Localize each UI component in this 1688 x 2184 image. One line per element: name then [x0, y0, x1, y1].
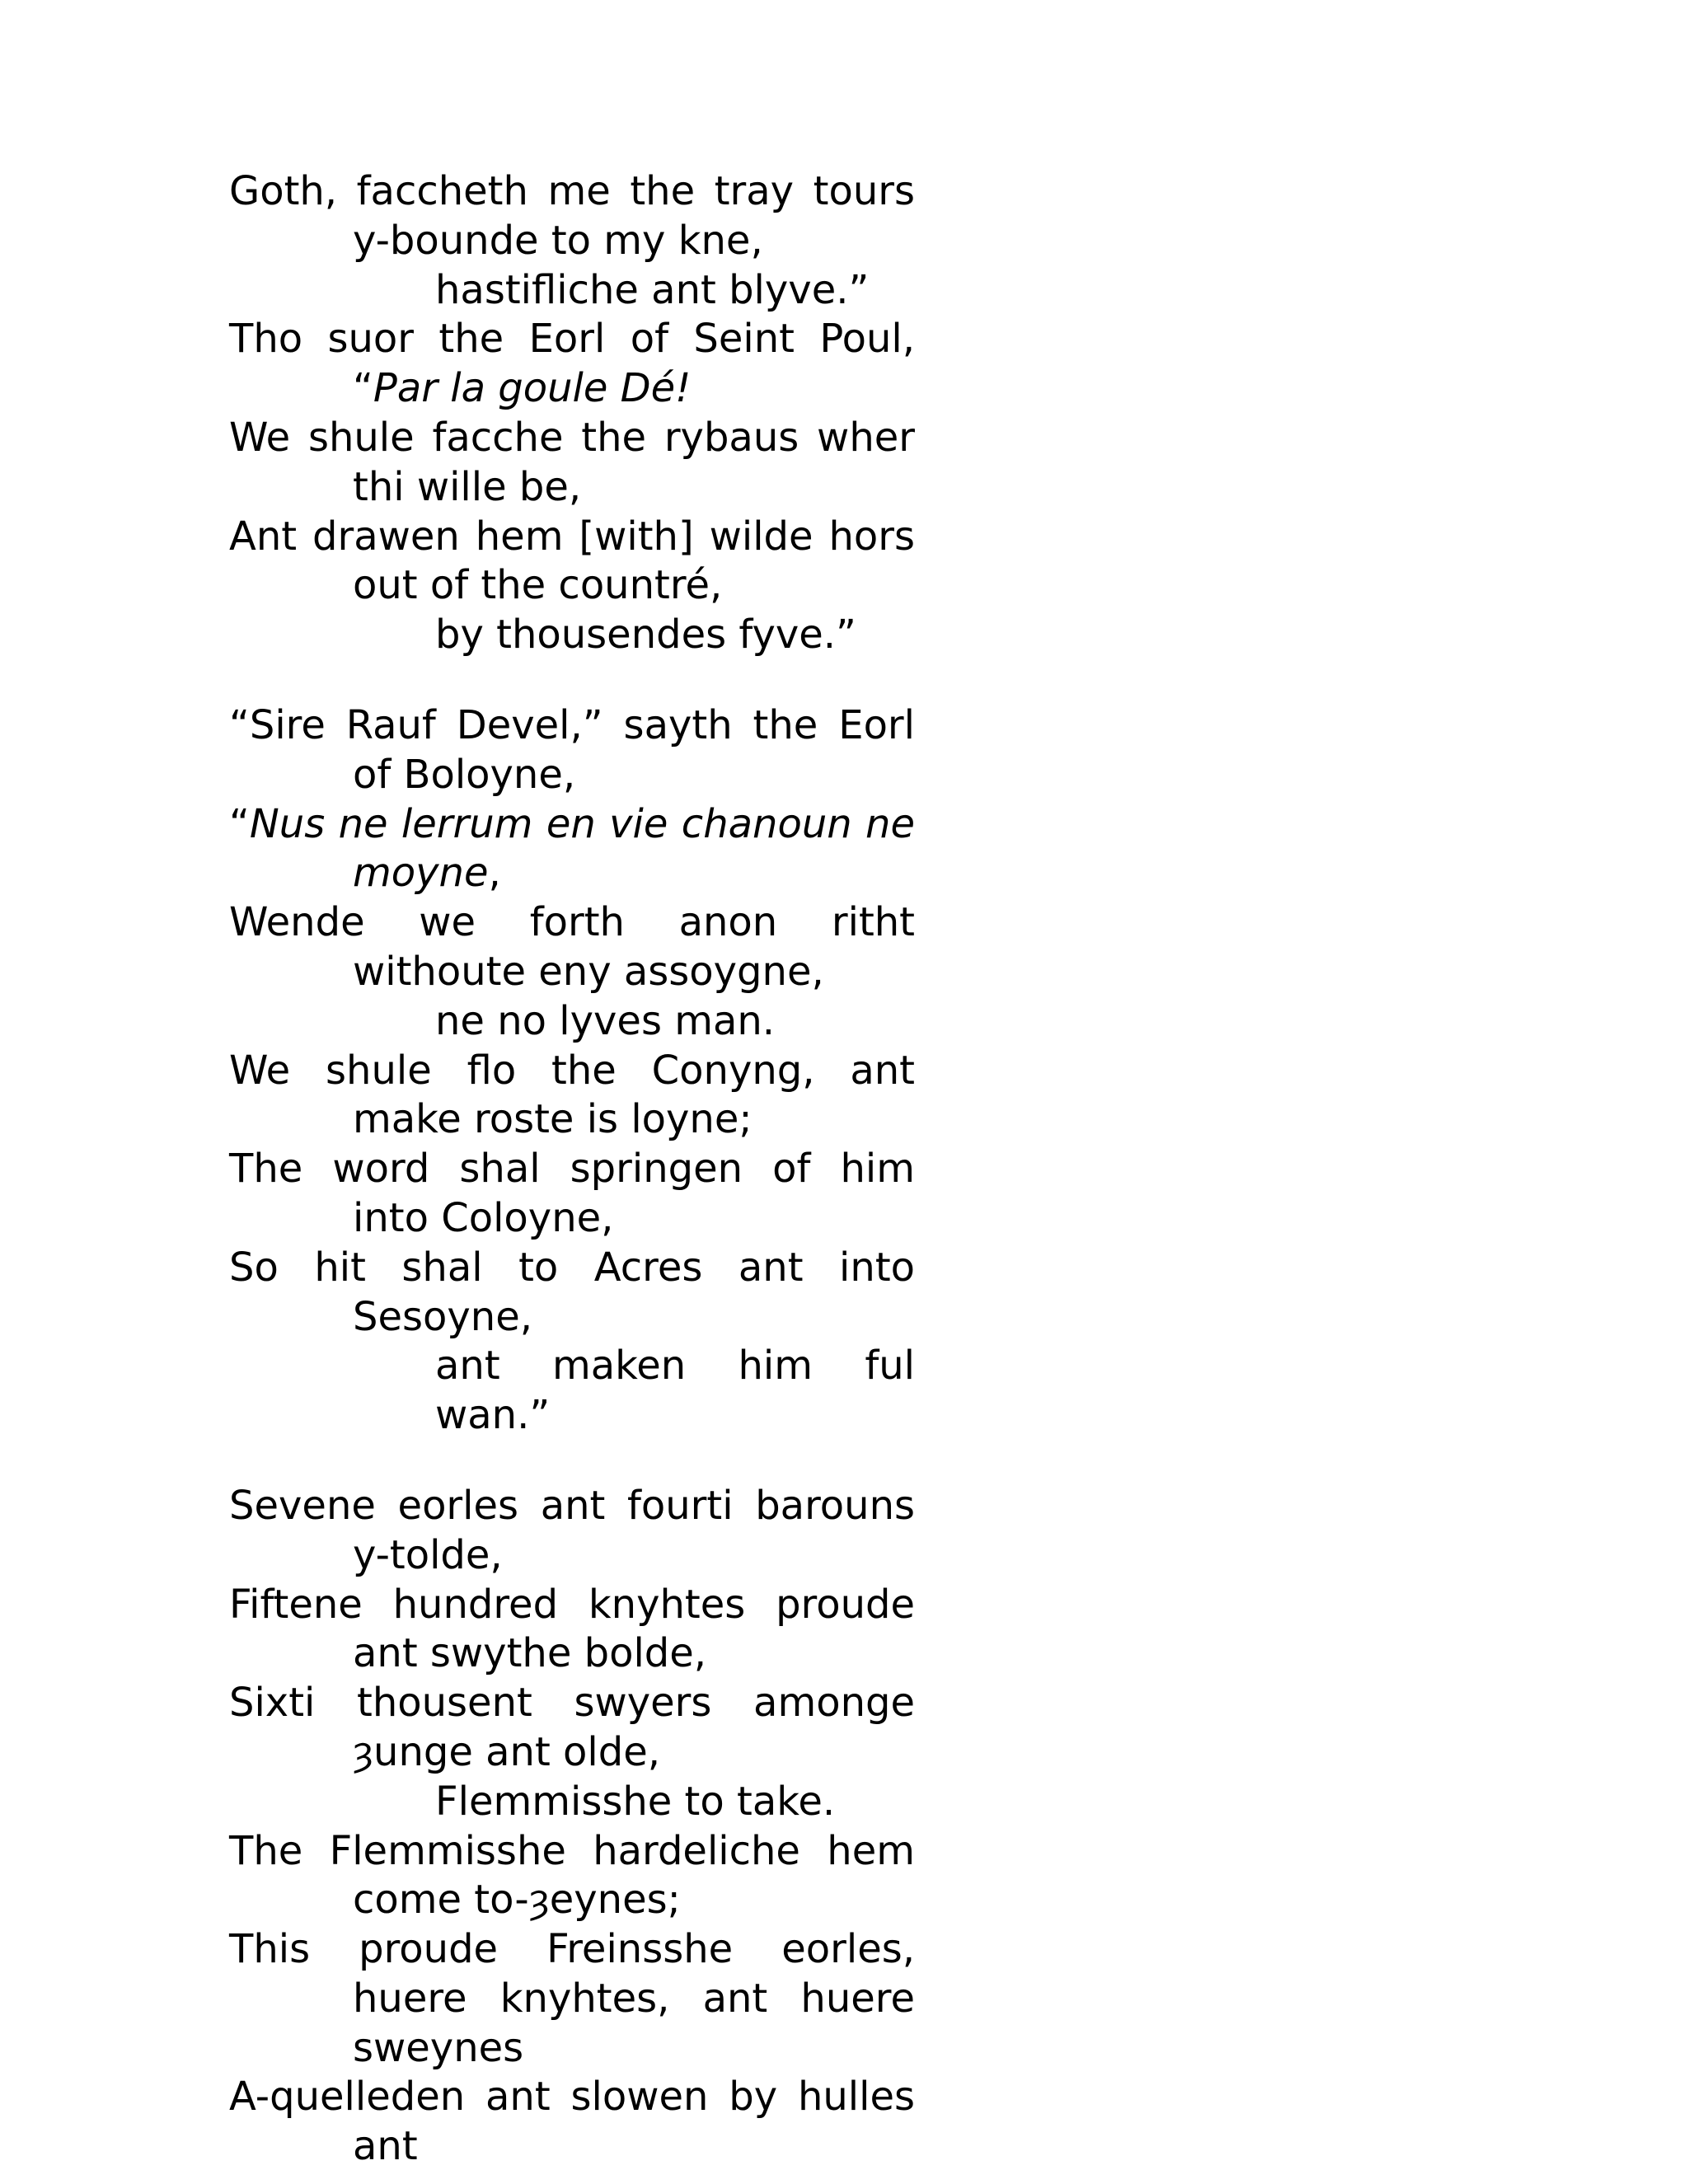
verse-line: Ant drawen hem [with] wilde hors out of the countré,: [229, 513, 915, 609]
verse-line: Tho suor the Eorl of Seint Poul, “Par la goule Dé!: [229, 316, 915, 412]
stanza-break: [229, 1441, 915, 1482]
verse-line: “Sire Rauf Devel,” sayth the Eorl of Boloyne,: [229, 701, 915, 798]
verse-line: “Nus ne lerrum en vie chanoun ne moyne,: [229, 800, 915, 897]
verse-line: So hit shal to Acres ant into Sesoyne,: [229, 1244, 915, 1340]
verse-line: Fiftene hundred knyhtes proude ant swythe bolde,: [229, 1581, 915, 1677]
stanza-break: [229, 660, 915, 701]
refrain-line: ant maken him ful wan.”: [435, 1343, 915, 1439]
verse-line: We shule flo the Conyng, ant make roste is loyne;: [229, 1047, 915, 1143]
verse-line: Sixti thousent swyers amonge ȝunge ant olde,: [229, 1680, 915, 1775]
verse-line: Goth, faccheth me the tray tours y-bounde to my kne,: [229, 168, 915, 264]
refrain-line: ne no lyves man.: [435, 997, 776, 1044]
poem-text: [229, 167, 915, 2172]
french-oath: Par la goule Dé!: [373, 365, 692, 412]
verse-line: Sevene eorles ant fourti barouns y-tolde,: [229, 1482, 915, 1578]
verse-line: We shule facche the rybaus wher thi wille be,: [229, 414, 915, 510]
verse-line: Wende we forth anon ritht withoute eny assoygne,: [229, 899, 915, 995]
verse-line: The word shal springen of him into Coloyne,: [229, 1146, 915, 1241]
refrain-line: hastifliche ant blyve.”: [435, 266, 870, 313]
french-phrase: Nus ne lerrum en vie chanoun ne moyne: [249, 800, 915, 897]
refrain-line: Flemmisshe to take.: [435, 1778, 836, 1825]
refrain-line: by thousendes fyve.”: [435, 612, 856, 658]
verse-line: The Flemmisshe hardeliche hem come to-ȝeynes;: [229, 1827, 915, 1924]
verse-line: A-quelleden ant slowen by hulles ant: [229, 2074, 915, 2170]
text-viewport: [229, 168, 921, 2170]
verse-line: This proude Freinsshe eorles, huere knyhtes, ant huere sweynes: [229, 1926, 915, 2071]
